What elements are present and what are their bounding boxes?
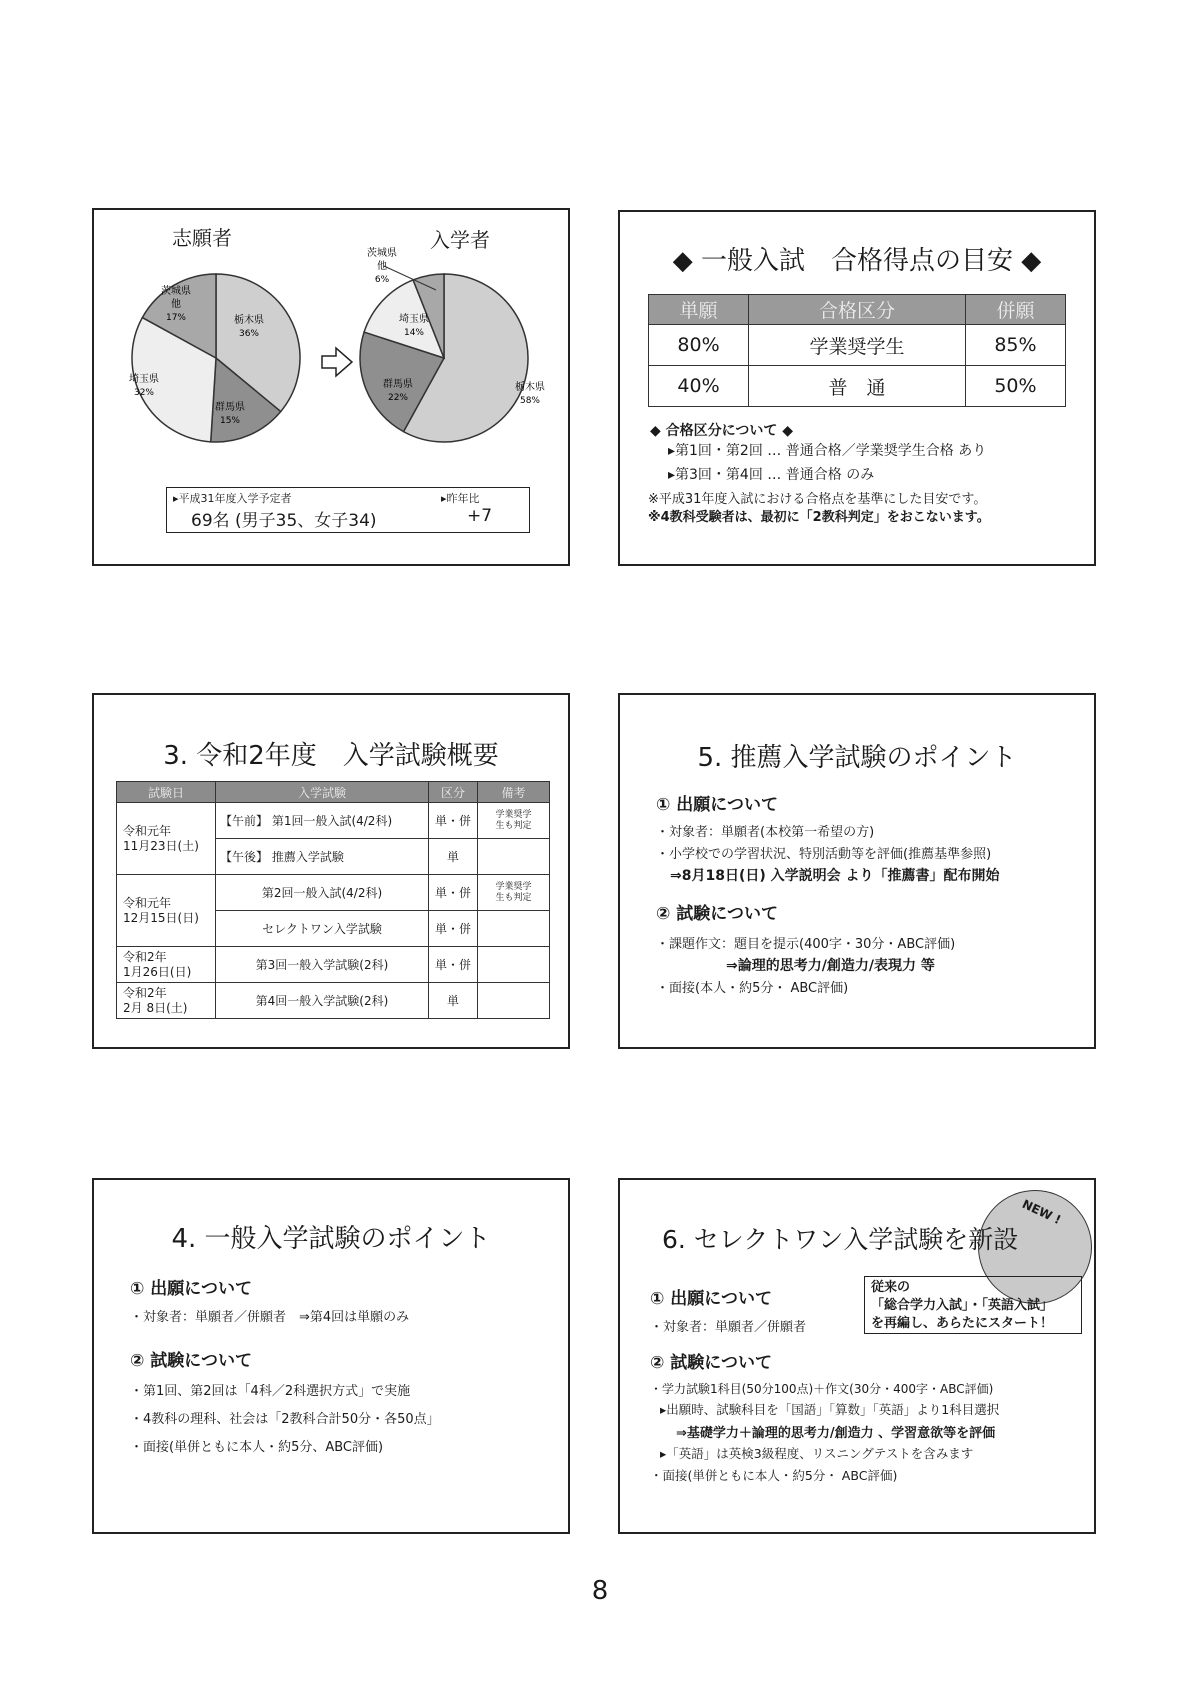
enrollment-info-box [166,487,530,533]
note1: ※平成31年度入試における合格点を基準にした目安です。 [648,492,987,507]
slide-title: ◆ 一般入試 合格得点の目安 ◆ [672,246,1042,276]
section-application: ① 出願について [656,795,778,815]
exam-table [116,781,550,1019]
pie-pct-gunma-r: 22% [387,393,409,403]
slide-general-exam [92,1178,570,1534]
slide-title: 5. 推薦入学試験のポイント [697,743,1017,773]
cell: 令和2年 1月26日(日) [117,947,216,983]
cell [478,839,550,875]
applicants-title: 志願者 [172,226,232,250]
header-date: 試験日 [117,782,216,803]
cell: 第2回一般入試(4/2科) [216,875,429,911]
pie-pct-gunma: 15% [219,416,241,426]
sub-title: ◆ 合格区分について ◆ [650,423,794,439]
cell: 85% [965,325,1065,366]
text-line: ・小学校での学習状況、特別活動等を評価(推薦基準参照) [656,847,992,862]
pie-label-gunma-r: 群馬県 [383,379,413,390]
slide-recommendation-exam [618,693,1096,1049]
section-application: ① 出願について [130,1279,252,1299]
text-line: ▸「英語」は英検3級程度、リスニングテストを含みます [660,1446,974,1461]
pie-label-saitama-r: 埼玉県 [399,314,429,325]
text-line: ⇒8月18日(日) 入学説明会 より「推薦書」配布開始 [670,868,1000,884]
line2: ▸第3回・第4回 … 普通合格 のみ [668,467,875,483]
text-line: ・4教科の理科、社会は「2教科合計50分・各50点」 [130,1412,440,1427]
pie-pct-tochigi: 36% [238,329,260,339]
cell: 80% [649,325,749,366]
text-line: ▸出願時、試験科目を「国語」「算数」「英語」より1科目選択 [660,1402,1000,1417]
cell: 普 通 [749,366,966,407]
cell: 単 [429,839,478,875]
text-line: ・面接(単併ともに本人・約5分・ ABC評価) [650,1468,898,1483]
pie-pct-tochigi-r: 58% [519,396,541,406]
box-line: 「総合学力入試」・「英語入試」 [871,1298,1054,1313]
text-line: ・面接(本人・約5分・ ABC評価) [656,981,849,996]
cell: 学業奨学生 [749,325,966,366]
slide-title: 3. 令和2年度 入学試験概要 [163,741,499,771]
pie-charts [94,210,568,480]
pie-label-ibaraki: 茨城県 [161,286,191,297]
cell: 50% [965,366,1065,407]
line1: ▸第1回・第2回 … 普通合格／学業奨学生合格 あり [668,443,987,459]
table-row [117,947,550,983]
cell: 【午後】 推薦入学試験 [216,839,429,875]
cell: 令和2年 2月 8日(土) [117,983,216,1019]
box-line: を再編し、あらたにスタート！ [871,1316,1054,1331]
pie-label-other-r: 他 [377,261,387,272]
header-tangan: 単願 [649,295,749,325]
slide-passing-score [618,210,1096,566]
diff-value: +7 [467,506,493,526]
cell: 【午前】 第1回一般入試(4/2科) [216,803,429,839]
pie-label-tochigi: 栃木県 [234,315,264,326]
pie-pct-other-r: 6% [374,275,390,285]
cell: 単・併 [429,947,478,983]
text-line: ⇒基礎学力＋論理的思考力/創造力 、学習意欲等を評価 [676,1426,996,1441]
section-exam: ② 試験について [656,904,778,924]
pie-label-ibaraki-r: 茨城県 [367,248,397,259]
info-value: 69名 (男子35、女子34) [191,511,377,531]
table-row [117,983,550,1019]
cell: 第4回一般入学試験(2科) [216,983,429,1019]
cell: 学業奨学 生も判定 [478,803,550,839]
pie-pct-other: 17% [165,313,187,323]
text-line: ⇒論理的思考力/創造力/表現力 等 [726,958,935,974]
box-line: 従来の [871,1280,911,1295]
info-label: ▸平成31年度入学予定者 [173,492,292,505]
slide-title: 6. セレクトワン入学試験を新設 [662,1225,1019,1254]
header-kubun: 区分 [429,782,478,803]
header-kubun: 合格区分 [749,295,966,325]
enrollees-title: 入学者 [430,228,490,252]
text-line: ・課題作文：題目を提示(400字・30分・ABC評価) [656,937,956,952]
score-table [648,294,1066,407]
new-badge-text: NEW ! [1019,1196,1064,1228]
section-application: ① 出願について [650,1289,772,1309]
cell: 単 [429,983,478,1019]
arrow-right-icon [322,348,352,376]
cell: 学業奨学 生も判定 [478,875,550,911]
cell: 40% [649,366,749,407]
slide-select-one-exam [618,1178,1096,1534]
cell: 令和元年 12月15日(日) [117,875,216,947]
pie-pct-saitama: 32% [133,388,155,398]
section-exam: ② 試験について [130,1351,252,1371]
header-exam: 入学試験 [216,782,429,803]
pie-label-saitama: 埼玉県 [129,374,159,385]
table-row [649,366,1066,407]
slide-applicants-enrollees [92,208,570,566]
cell: セレクトワン入学試験 [216,911,429,947]
pie-label-gunma: 群馬県 [215,402,245,413]
text-line: ・対象者：単願者／併願者 [650,1320,807,1335]
pie-pct-saitama-r: 14% [403,328,425,338]
slide-exam-overview [92,693,570,1049]
header-heigan: 併願 [965,295,1065,325]
diff-label: ▸昨年比 [441,492,480,505]
cell [478,911,550,947]
text-line: ・面接(単併ともに本人・約5分、ABC評価) [130,1440,384,1455]
cell [478,947,550,983]
reorg-note-box [864,1276,1082,1334]
cell: 第3回一般入学試験(2科) [216,947,429,983]
slide-title: 4. 一般入学試験のポイント [171,1224,491,1254]
table-row [649,325,1066,366]
text-line: ・学力試験1科目(50分100点)＋作文(30分・400字・ABC評価) [650,1382,994,1396]
page-number: 8 [591,1576,609,1606]
header-notes: 備考 [478,782,550,803]
pie-label-tochigi-r: 栃木県 [515,382,545,393]
text-line: ・対象者：単願者／併願者 ⇒第4回は単願のみ [130,1310,410,1325]
table-row [117,875,550,911]
cell: 令和元年 11月23日(土) [117,803,216,875]
text-line: ・第1回、第2回は「4科／2科選択方式」で実施 [130,1384,411,1399]
section-exam: ② 試験について [650,1353,772,1373]
note2: ※4教科受験者は、最初に「2教科判定」をおこないます。 [648,510,990,525]
cell: 単・併 [429,875,478,911]
pie-label-other: 他 [171,299,181,310]
text-line: ・対象者：単願者(本校第一希望の方) [656,825,875,840]
cell: 単・併 [429,911,478,947]
table-row [117,803,550,839]
cell: 単・併 [429,803,478,839]
cell [478,983,550,1019]
